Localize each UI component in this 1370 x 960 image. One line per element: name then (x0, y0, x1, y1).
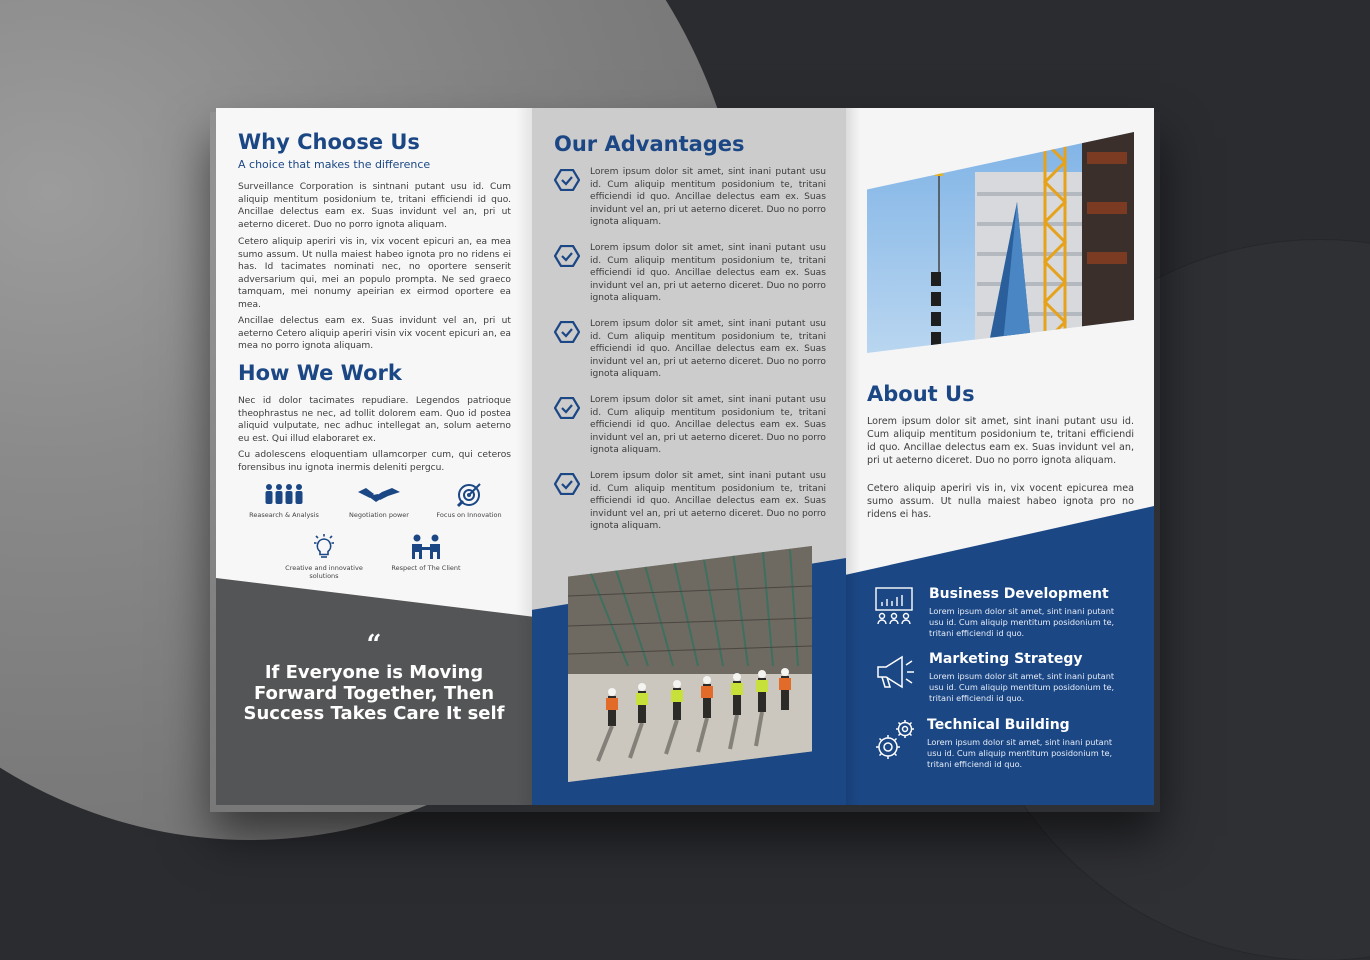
why-choose-us-subtitle: A choice that makes the difference (238, 158, 431, 171)
our-advantages-heading: Our Advantages (554, 132, 745, 156)
advantage-item-5 (554, 470, 826, 540)
check-hexagon-icon (554, 397, 580, 419)
service-title: Technical Building (927, 717, 1070, 733)
check-hexagon-icon (554, 169, 580, 191)
feature-label: Focus on Innovation (436, 511, 502, 519)
advantage-item-2 (554, 242, 826, 312)
brochure-panel-right (846, 108, 1154, 805)
why-paragraph-1: Surveillance Corporation is sintnani putant usu id. Cum aliquip mentitum posidonium te, tritani efficiendi id quo. Ancillae delectus eam ex. Suas invidunt vel an, pri ut aeterno diceret. Duo no porro ignota aliquam. (238, 182, 511, 230)
workers-photo-illustration (568, 546, 812, 782)
handshake-icon (356, 482, 402, 508)
service-body: Lorem ipsum dolor sit amet, sint inani putant usu id. Cum aliquip mentitum posidonium te, tritani efficiendi id quo. (929, 606, 1115, 638)
why-paragraph-3: Ancillae delectus eam ex. Suas invidunt vel an, pri ut aeterno Cetero aliquip aperiri visin vix vocent epicuri an, ea mea no porro ignota aliquam. (238, 316, 511, 351)
how-paragraph-2: Cu adolescens eloquentiam ullamcorper cum, qui ceteros forensibus inu ignota inermis deleniti pergcu. (238, 450, 511, 473)
feature-negotiation (329, 482, 429, 519)
megaphone-icon (872, 651, 916, 693)
advantage-text: Lorem ipsum dolor sit amet, sint inani putant usu id. Cum aliquip mentitum posidonium te, tritani efficiendi id quo. Ancillae delectus eam ex. Suas invidunt vel an, pri ut aeterno diceret. Duo no porro ignota aliquam. (590, 471, 826, 531)
fold-shadow (516, 108, 532, 805)
advantage-text: Lorem ipsum dolor sit amet, sint inani putant usu id. Cum aliquip mentitum posidonium te, tritani efficiendi id quo. Ancillae delectus eam ex. Suas invidunt vel an, pri ut aeterno diceret. Duo no porro ignota aliquam. (590, 395, 826, 455)
team-icon (263, 482, 305, 508)
service-body: Lorem ipsum dolor sit amet, sint inani putant usu id. Cum aliquip mentitum posidonium te, tritani efficiendi id quo. (929, 671, 1115, 703)
how-we-work-heading: How We Work (238, 361, 402, 385)
feature-research (234, 482, 334, 519)
why-choose-us-heading: Why Choose Us (238, 130, 420, 154)
brochure-panel-middle (532, 108, 846, 805)
service-body: Lorem ipsum dolor sit amet, sint inani putant usu id. Cum aliquip mentitum posidonium te, tritani efficiendi id quo. (927, 737, 1113, 769)
how-paragraph-1: Nec id dolor tacimates repudiare. Legendos patrioque theophrastus ne nec, ad tollit dolorem eam. Quo id postea aliquid vulputate, nec adhuc intellegat an, solum aeterno eu est. Qui illud elaboraret ex. (238, 396, 511, 444)
building-crane-photo (867, 132, 1134, 353)
construction-workers-photo (568, 546, 812, 782)
advantage-text: Lorem ipsum dolor sit amet, sint inani putant usu id. Cum aliquip mentitum posidonium te, tritani efficiendi id quo. Ancillae delectus eam ex. Suas invidunt vel an, pri ut aeterno diceret. Duo no porro ignota aliquam. (590, 319, 826, 379)
lightbulb-icon (310, 533, 338, 561)
check-hexagon-icon (554, 473, 580, 495)
brochure-panel-left (216, 108, 532, 805)
feature-innovation (419, 482, 519, 519)
gears-icon (872, 717, 918, 765)
service-title: Marketing Strategy (929, 651, 1083, 667)
advantage-item-1 (554, 166, 826, 236)
advantage-item-4 (554, 394, 826, 464)
check-hexagon-icon (554, 321, 580, 343)
service-title: Business Development (929, 586, 1109, 602)
about-us-heading: About Us (867, 382, 975, 406)
quote-mark: “ (366, 630, 382, 660)
target-icon (455, 482, 483, 508)
about-paragraph-1: Lorem ipsum dolor sit amet, sint inani putant usu id. Cum aliquip mentitum posidonium te, tritani efficiendi id quo. Ancillae delectus eam ex. Suas invidunt vel an, pri ut aeterno diceret. Duo no porro ignota aliquam. (867, 416, 1134, 466)
check-hexagon-icon (554, 245, 580, 267)
feature-respect (376, 533, 476, 572)
advantage-text: Lorem ipsum dolor sit amet, sint inani putant usu id. Cum aliquip mentitum posidonium te, tritani efficiendi id quo. Ancillae delectus eam ex. Suas invidunt vel an, pri ut aeterno diceret. Duo no porro ignota aliquam. (590, 243, 826, 303)
advantage-item-3 (554, 318, 826, 388)
feature-label: Reasearch & Analysis (249, 511, 319, 519)
feature-label: Respect of The Client (391, 564, 461, 572)
presentation-icon (872, 586, 916, 628)
feature-label: Negotiation power (349, 511, 409, 519)
client-icon (409, 533, 443, 561)
feature-creative (274, 533, 374, 580)
quote-text: If Everyone is Moving Forward Together, Then Success Takes Care It self (243, 662, 505, 724)
fold-shadow (846, 108, 860, 805)
feature-label: Creative and innovative solutions (285, 564, 363, 580)
advantage-text: Lorem ipsum dolor sit amet, sint inani putant usu id. Cum aliquip mentitum posidonium te, tritani efficiendi id quo. Ancillae delectus eam ex. Suas invidunt vel an, pri ut aeterno diceret. Duo no porro ignota aliquam. (590, 167, 826, 227)
why-paragraph-2: Cetero aliquip aperiri vis in, vix vocent epicuri an, ea mea sumo assum. Ut nulla maiest habeo ignota pro no ridens ei has. Id tacimates nominati nec, no oportere senserit adversarium qui, mei an populo prompta. Ne sed graeco tamquam, mei nonumy apeirian ex eirmod oportere ea mea. (238, 237, 511, 310)
about-paragraph-2: Cetero aliquip aperiri vis in, vix vocent epicurea mea sumo assum. Ut nulla maiest habeo ignota pro no ridens ei has. (867, 483, 1134, 520)
crane-photo-illustration (867, 132, 1134, 353)
